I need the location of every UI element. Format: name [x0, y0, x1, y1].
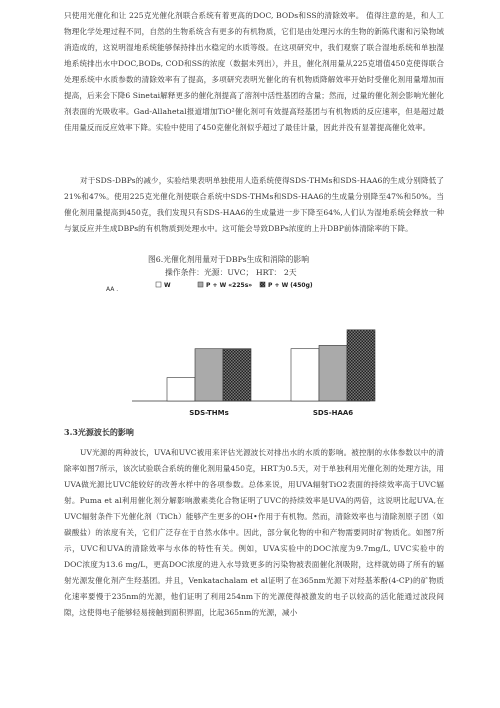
legend-swatch: [260, 282, 265, 287]
bar-sds-haa6-1: [319, 345, 347, 401]
paragraph-1: 只使用光催化和让 225克光催化剂联合系统有着更高的DOC, BODs和SS的清除效率。 值得注意的是，和人工物理化学处理过程不同，自然的生物系统含有更多的有机物质，它们是由处理污水的生物的新陈代谢和污染物域消造成的，这说明湿地系统能够保持排出水稳定的水质等级。在这项研究中，我们观察了联合湿地系统和单独湿地系统排出水中DOC,BODs, COD和SS的浓度（数据未列出），并且，催化剂用量从225克增值450克使得联合处理系统中水质参数的清除效率有了提高，多项研究表明光催化的有机物质降解效率开始时受催化剂用量增加而提高，后来会下降6 Sinetai解释更多的催化剂提高了溶剂中活性基团的含量；然而，过量的催化剂会影响光催化剂表面的光吸收率。Gad-Allahetal报道增加TiO²催化剂可有效提高羟基团与有机物质的反应速率，但是超过最佳用量反而反应效率下降。实验中使用了450克催化剂似乎超过了最佳计量，因此并没有显著提高催化效率。: [64, 11, 444, 132]
legend-label: W: [164, 282, 171, 289]
bar-sds-thms-2: [223, 349, 251, 401]
figure-caption: 图6.光催化剂用量对于DBPs生成和消除的影响: [148, 255, 310, 264]
plot-area: [132, 330, 375, 417]
legend-item-1: [198, 282, 252, 289]
figure-conditions: 操作条件：光源：UVC； HRT： 2天: [165, 268, 297, 277]
legend-label: P + W (450g): [268, 282, 313, 289]
bar-sds-thms-0: [167, 378, 195, 401]
aa-label: AA .: [106, 286, 119, 293]
paragraph-2: 对于SDS-DBPs的减少，实验结果表明单独使用人造系统使得SDS-THMs和SDS-HAA6的生成分别降低了 21%和47%。使用225克光催化剂使联合系统中SDS-THMs和SDS-HAA6的生成量分别降至47%和50%。当催化剂用量提高到450克，我们发现只有SDS-HAA6的生成量进一步下降至64%,人们认为湿地系统会释放一种与氯反应并生成DBPs的有机物质到处理水中。这可能会导致DBPs浓度的上升DBP前体清除率的下降。: [64, 176, 444, 233]
x-tick-label: SDS-HAA6: [312, 409, 354, 417]
section-title: 3.3光源波长的影响: [64, 427, 134, 437]
paragraph-3: UV光源的两种波长，UVA和UVC被用来评估光源波长对排出水的水质的影响。被控制的水体参数以中的清除率如图7所示，该次试验联合系统的催化剂用量450克，HRT为0.5天，对于单独利用光催化剂的处理方法，用UVA做光源比UVC能较好的改善水样中的各项参数。总体来说，用UVA辐射TiO2表面的持续效率高于UVC辐射。Puma et al利用催化剂分解影响激素类化合物证明了UVC的持续效率是UVA的两倍，这说明比起UVA,在UVC辐射条件下光催化剂（TiCh）能够产生更多的OH•作用于有机物。然而，清除效率也与清除剂原子团（如碳酸盐）的浓度有关，它们广泛存在于自然水体中。因此，部分氧化物的中和产物需要同时矿物质化。如图7所示，UVC和UVA的清除效率与水体的特性有关。例如，UVA实验中的DOC浓度为9.7mg/L, UVC实验中的DOC浓度为13.6 mg/L，更高DOC浓度的进入水导致更多的污染物被表面催化剂吸附，这样就妨碍了所有的辐射光源发催化剂产生羟基团。并且，Venkatachalam et al证明了在365nm光源下对羟基苯酚(4-CP)的矿物质化速率要慢于235nm的光源，他们证明了利用254nm下的光源使得被激发的电子以较高的活化能通过波段间隙，这使得电子能够轻易接触到面积界面，比起365nm的光源，减小: [64, 448, 444, 617]
legend-swatch: [198, 282, 203, 287]
legend-item-0: [156, 282, 171, 289]
legend-item-2: [260, 282, 313, 289]
legend-swatch: [156, 282, 161, 287]
chart-legend: [156, 282, 313, 289]
x-tick-label: SDS-THMs: [189, 409, 229, 417]
legend-label: P + W «225s»: [206, 282, 253, 289]
bar-sds-haa6-0: [291, 349, 319, 401]
bar-sds-haa6-2: [347, 330, 375, 401]
bar-sds-thms-1: [195, 349, 223, 401]
